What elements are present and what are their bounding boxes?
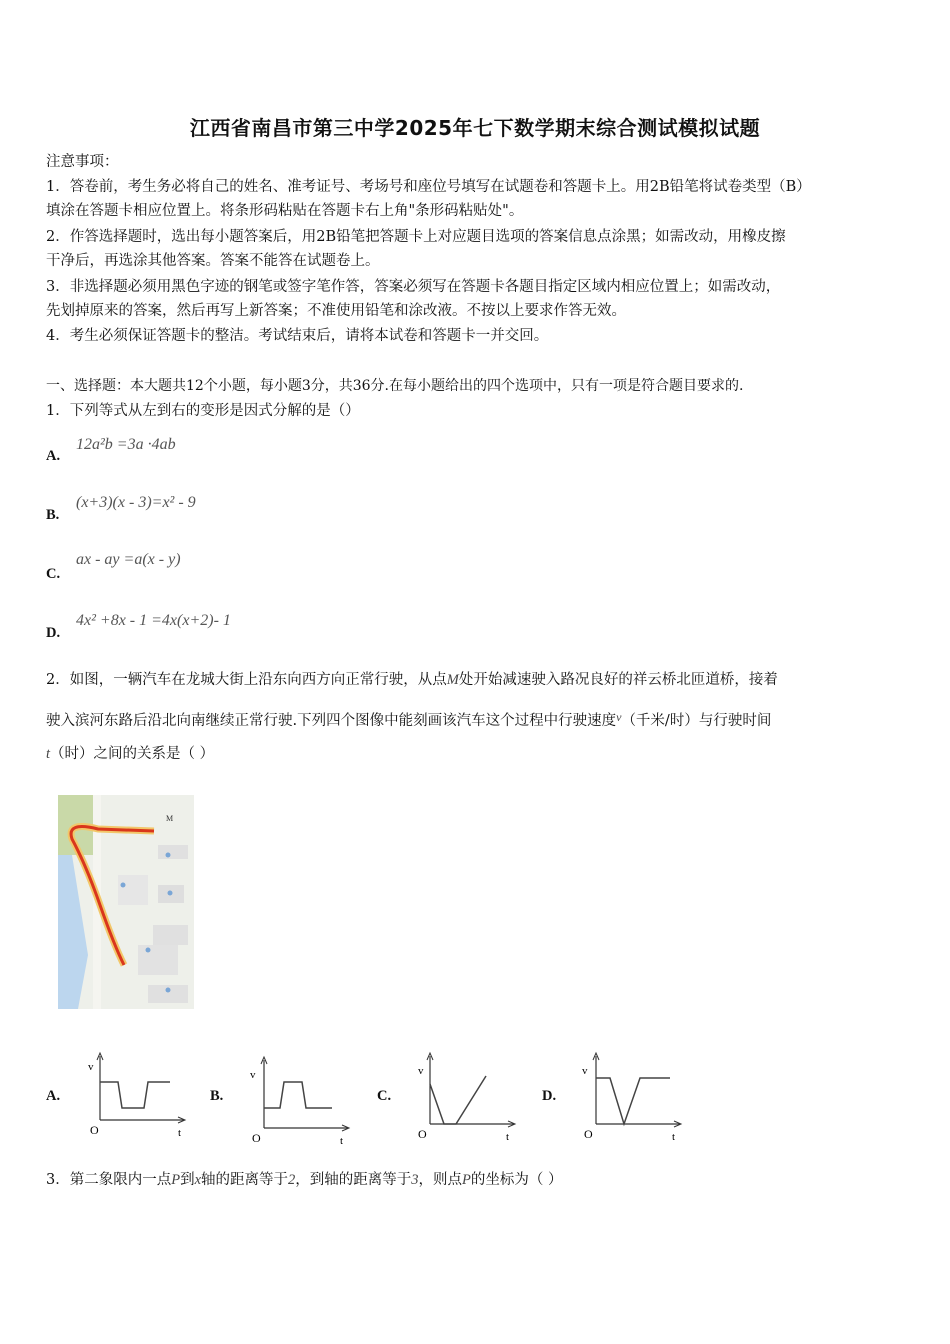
notice-heading: 注意事项：	[46, 154, 119, 170]
graph-c	[414, 1048, 524, 1143]
graph-a-origin: O	[90, 1123, 99, 1137]
question-3-stem: 3．第二象限内一点P到x轴的距离等于2，到轴的距离等于3，则点P的坐标为（ ）	[46, 1172, 563, 1188]
q1-option-b-label: B.	[46, 507, 60, 523]
notice-line: 干净后，再选涂其他答案。答案不能答在试题卷上。	[46, 253, 380, 269]
graph-a	[84, 1048, 194, 1143]
graph-b-axis-t: t	[340, 1135, 344, 1147]
graph-c-origin: O	[418, 1127, 427, 1141]
question-2-line3: t（时）之间的关系是（ ）	[46, 746, 215, 762]
notice-line: 1．答卷前，考生务必将自己的姓名、准考证号、考场号和座位号填写在试题卷和答题卡上。用2B铅笔将试卷类型（B）	[46, 179, 811, 195]
question-2-line1: 2．如图，一辆汽车在龙城大街上沿东向西方向正常行驶，从点M处开始减速驶入路况良好的祥云桥北匝道桥，接着	[46, 672, 778, 688]
q1-option-d-label: D.	[46, 625, 61, 641]
q1-option-c-label: C.	[46, 566, 61, 582]
q1-option-c-expr: ax - ay =a(x - y)	[76, 551, 181, 568]
graph-a-axis-t: t	[178, 1127, 182, 1139]
graph-c-axis-v: v	[418, 1065, 424, 1077]
graph-d-origin: O	[584, 1127, 593, 1141]
notice-line: 2．作答选择题时，选出每小题答案后，用2B铅笔把答题卡上对应题目选项的答案信息点涂黑；如需改动，用橡皮擦	[46, 229, 786, 245]
graph-b-label: B.	[210, 1088, 224, 1104]
graph-d-axis-t: t	[672, 1131, 676, 1143]
page-title: 江西省南昌市第三中学2025年七下数学期末综合测试模拟试题	[189, 116, 761, 140]
notice-line: 4．考生必须保证答题卡的整洁。考试结束后，请将本试卷和答题卡一并交回。	[46, 328, 549, 344]
graph-d-axis-v: v	[582, 1065, 588, 1077]
q1-option-a-label: A.	[46, 448, 61, 464]
graph-a-axis-v: v	[88, 1061, 94, 1073]
notice-line: 填涂在答题卡相应位置上。将条形码粘贴在答题卡右上角"条形码粘贴处"。	[46, 203, 524, 219]
section-heading: 一、选择题：本大题共12个小题，每小题3分，共36分.在每小题给出的四个选项中，只有一项是符合题目要求的.	[46, 378, 744, 394]
graph-b-origin: O	[252, 1131, 261, 1145]
graph-c-axis-t: t	[506, 1131, 510, 1143]
question-2-line2: 驶入滨河东路后沿北向南继续正常行驶.下列四个图像中能刻画该汽车这个过程中行驶速度$^v$（千米/时）与行驶时间	[46, 710, 772, 729]
notice-line: 3．非选择题必须用黑色字迹的钢笔或签字笔作答，答案必须写在答题卡各题目指定区域内相应位置上；如需改动，	[46, 279, 781, 295]
graph-a-label: A.	[46, 1088, 61, 1104]
road-map-illustration	[58, 795, 194, 1009]
graph-d-label: D.	[542, 1088, 557, 1104]
graph-b	[248, 1052, 358, 1147]
graph-c-label: C.	[377, 1088, 392, 1104]
q1-option-b-expr: (x+3)(x - 3)=x² - 9	[76, 494, 196, 511]
q1-option-a-expr: 12a²b =3a ·4ab	[76, 436, 176, 453]
graph-b-axis-v: v	[250, 1069, 256, 1081]
map-marker-m: M	[166, 814, 174, 823]
notice-line: 先划掉原来的答案，然后再写上新答案；不准使用铅笔和涂改液。不按以上要求作答无效。	[46, 303, 626, 319]
graph-d	[580, 1048, 690, 1143]
question-1-stem: 1．下列等式从左到右的变形是因式分解的是（）	[46, 403, 360, 419]
q1-option-d-expr: 4x² +8x - 1 =4x(x+2)- 1	[76, 612, 231, 629]
